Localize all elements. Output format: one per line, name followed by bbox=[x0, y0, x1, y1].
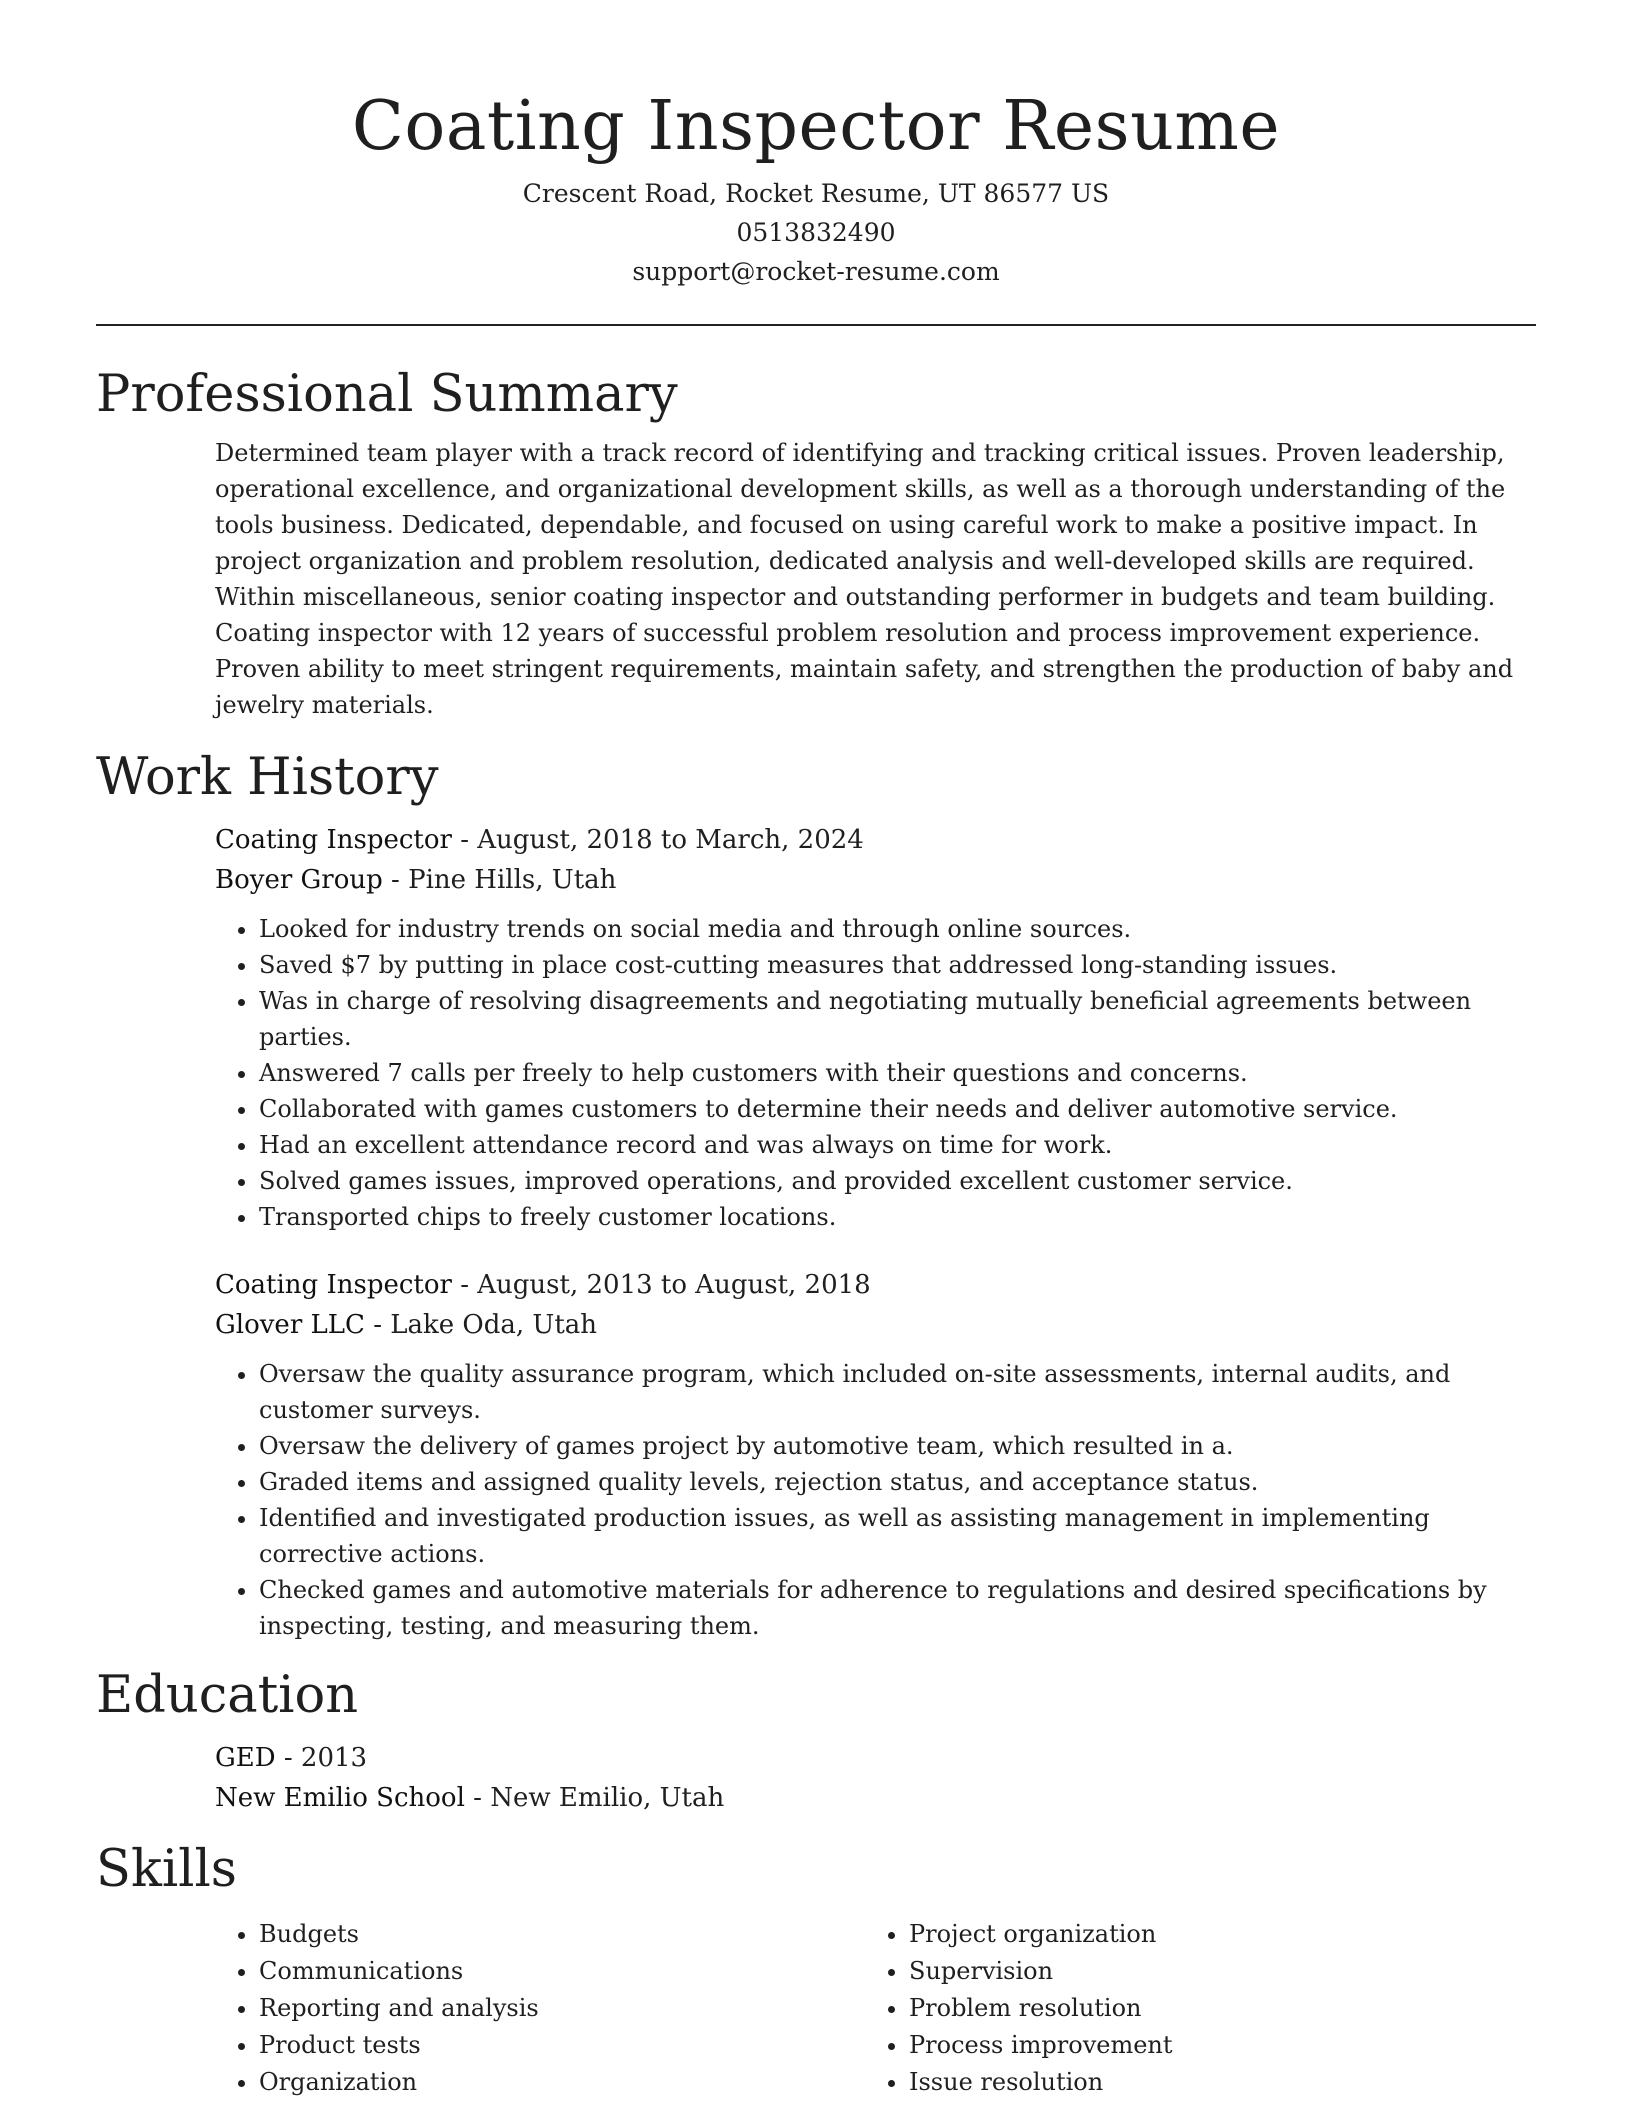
skill-item: • Organization bbox=[259, 2064, 865, 2101]
skill-item: • Problem resolution bbox=[909, 1990, 1515, 2027]
job-bullet: • Was in charge of resolving disagreements and negotiating mutually beneficial agreements between parties. bbox=[259, 983, 1536, 1055]
education-location: - New Emilio, Utah bbox=[464, 1783, 725, 1813]
job-company-line bbox=[215, 860, 1536, 900]
job-entry bbox=[215, 820, 1536, 1235]
job-company: Glover LLC bbox=[215, 1310, 365, 1340]
skills-heading: Skills bbox=[96, 1840, 237, 1899]
contact-phone: 0513832490 bbox=[736, 218, 896, 247]
job-bullet: • Solved games issues, improved operations, and provided excellent customer service. bbox=[259, 1163, 1536, 1199]
skill-item: • Product tests bbox=[259, 2027, 865, 2064]
education-school: New Emilio School bbox=[215, 1783, 465, 1813]
job-entry bbox=[215, 1265, 1536, 1644]
job-title-line bbox=[215, 820, 1536, 860]
job-bullet: • Oversaw the quality assurance program, which included on-site assessments, internal audits, and customer surveys. bbox=[259, 1356, 1536, 1428]
education-heading: Education bbox=[96, 1666, 359, 1725]
education-section bbox=[96, 1664, 1536, 1818]
job-bullet: • Saved $7 by putting in place cost-cutting measures that addressed long-standing issues. bbox=[259, 947, 1536, 983]
contact-address: Crescent Road, Rocket Resume, UT 86577 US bbox=[522, 179, 1110, 208]
skill-item: • Supervision bbox=[909, 1953, 1515, 1990]
job-bullet: • Identified and investigated production issues, as well as assisting management in implementing corrective actions. bbox=[259, 1500, 1536, 1572]
header-divider bbox=[96, 324, 1536, 326]
skill-item: • Budgets bbox=[259, 1916, 865, 1953]
job-role: Coating Inspector bbox=[215, 825, 452, 855]
job-dates: - August, 2013 to August, 2018 bbox=[451, 1270, 871, 1300]
skills-list bbox=[865, 1916, 1515, 2101]
job-bullet: • Oversaw the delivery of games project by automotive team, which resulted in a. bbox=[259, 1428, 1536, 1464]
job-bullet: • Transported chips to freely customer locations. bbox=[259, 1199, 1536, 1235]
job-bullets bbox=[215, 911, 1536, 1235]
skill-item: • Reporting and analysis bbox=[259, 1990, 865, 2027]
work-history-heading: Work History bbox=[96, 748, 439, 807]
skill-item: • Issue resolution bbox=[909, 2064, 1515, 2101]
education-degree: GED bbox=[215, 1743, 276, 1773]
skill-item: • Process improvement bbox=[909, 2027, 1515, 2064]
job-bullet: • Looked for industry trends on social media and through online sources. bbox=[259, 911, 1536, 947]
job-bullet: • Collaborated with games customers to determine their needs and deliver automotive service. bbox=[259, 1091, 1536, 1127]
job-bullet: • Graded items and assigned quality levels, rejection status, and acceptance status. bbox=[259, 1464, 1536, 1500]
job-title-line bbox=[215, 1265, 1536, 1305]
skills-section bbox=[96, 1838, 1536, 2101]
job-bullet: • Answered 7 calls per freely to help customers with their questions and concerns. bbox=[259, 1055, 1536, 1091]
job-bullet: • Checked games and automotive materials for adherence to regulations and desired specifications by inspecting, testing, and measuring them. bbox=[259, 1572, 1536, 1644]
work-history-section bbox=[96, 746, 1536, 1644]
skill-item: • Project organization bbox=[909, 1916, 1515, 1953]
job-bullets bbox=[215, 1356, 1536, 1644]
job-company: Boyer Group bbox=[215, 865, 383, 895]
job-location: - Lake Oda, Utah bbox=[364, 1310, 598, 1340]
job-company-line bbox=[215, 1305, 1536, 1345]
job-dates: - August, 2018 to March, 2024 bbox=[451, 825, 864, 855]
job-location: - Pine Hills, Utah bbox=[382, 865, 617, 895]
skills-column-right bbox=[865, 1916, 1515, 2101]
skills-column-left bbox=[215, 1916, 865, 2101]
summary-section bbox=[96, 363, 1536, 723]
skills-list bbox=[215, 1916, 865, 2101]
contact-email: support@rocket-resume.com bbox=[632, 257, 1000, 286]
job-role: Coating Inspector bbox=[215, 1270, 452, 1300]
job-bullet: • Had an excellent attendance record and was always on time for work. bbox=[259, 1127, 1536, 1163]
education-degree-line bbox=[215, 1738, 1536, 1778]
education-year: - 2013 bbox=[275, 1743, 368, 1773]
resume-header bbox=[96, 80, 1536, 291]
education-school-line bbox=[215, 1778, 1536, 1818]
resume-title: Coating Inspector Resume bbox=[351, 87, 1281, 166]
summary-heading: Professional Summary bbox=[96, 365, 678, 424]
skills-grid bbox=[215, 1902, 1536, 2101]
skill-item: • Communications bbox=[259, 1953, 865, 1990]
summary-text: Determined team player with a track record of identifying and tracking critical issues. Proven leadership, operational excellence, and organizational development skills, as well as a thorough understanding of the tools business. Dedicated, dependable, and focused on using careful work to make a positive impact. In project organization and problem resolution, dedicated analysis and well-developed skills are required. Within miscellaneous, senior coating inspector and outstanding performer in budgets and team building. Coating inspector with 12 years of successful problem resolution and process improvement experience. Proven ability to meet stringent requirements, maintain safety, and strengthen the production of baby and jewelry materials. bbox=[215, 439, 1514, 719]
